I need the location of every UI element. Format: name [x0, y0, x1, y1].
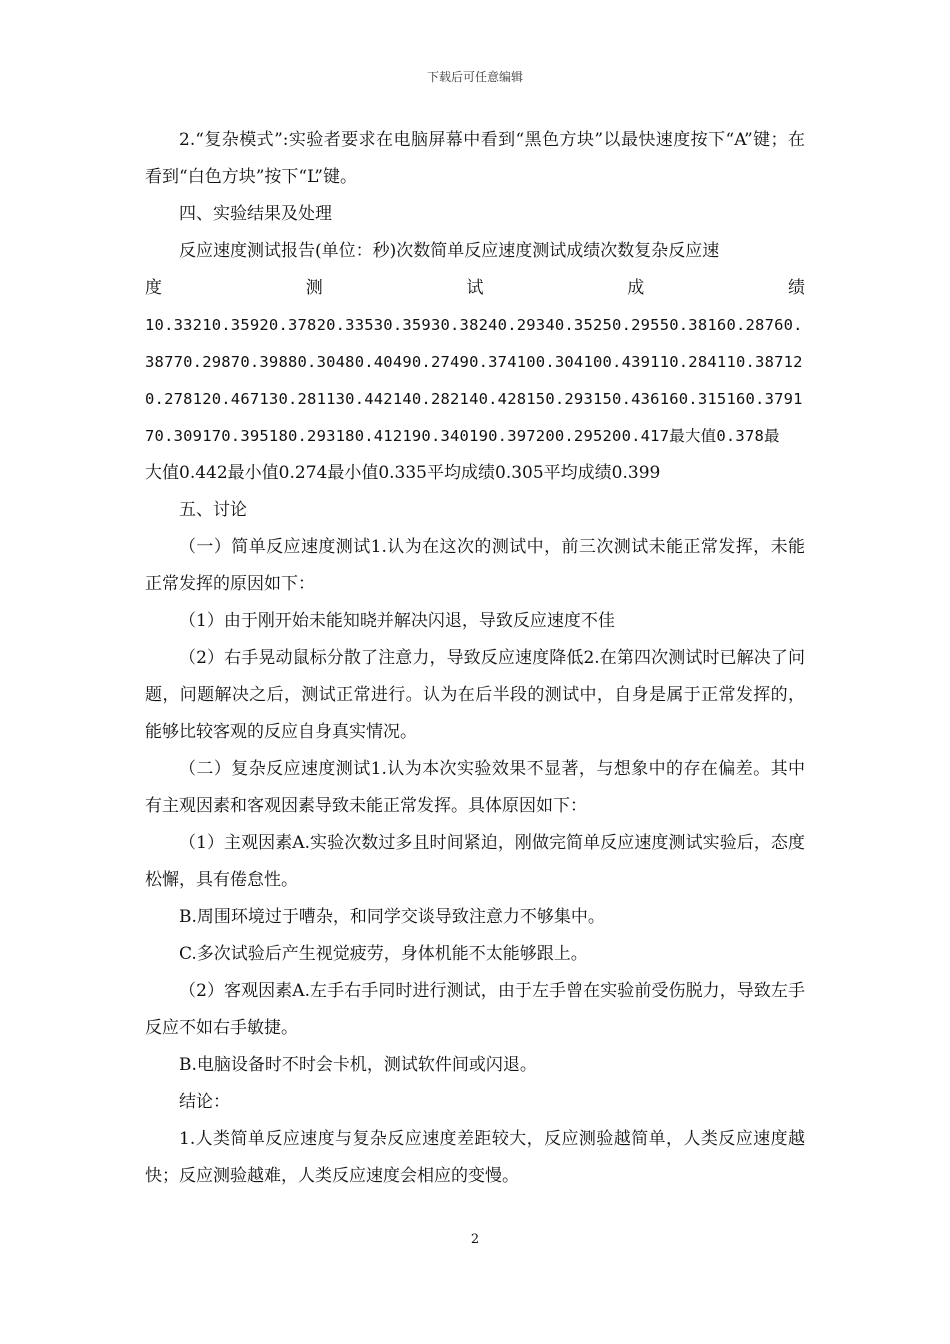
conclusion-heading: 结论： — [179, 1092, 230, 1112]
paragraph-subjective-a: （1）主观因素A.实验次数过多且时间紧迫，刚做完简单反应速度测试实验后，态度松懈，具有倦怠性。 — [145, 833, 805, 890]
paragraph-subjective-b: B.周围环境过于嘈杂，和同学交谈导致注意力不够集中。 — [179, 907, 605, 927]
paragraph-objective-b: B.电脑设备时不时会卡机，测试软件间或闪退。 — [179, 1055, 537, 1075]
data-line: 大值0.442最小值0.274最小值0.335平均成绩0.305平均成绩0.399 — [145, 463, 661, 483]
document-body — [145, 122, 805, 1195]
data-line: 38770.29870.39880.30480.40490.27490.374100.304100.439110.284110.38712 — [145, 353, 803, 371]
spread-char: 试 — [466, 278, 484, 298]
paragraph-report-title: 反应速度测试报告(单位：秒)次数简单反应速度测试成绩次数复杂反应速 — [179, 241, 720, 261]
spread-text-line — [145, 270, 805, 307]
section-heading-results: 四、实验结果及处理 — [179, 204, 332, 224]
paragraph-subjective-c: C.多次试验后产生视觉疲劳，身体机能不太能够跟上。 — [179, 944, 588, 964]
spread-char: 绩 — [788, 278, 805, 298]
page-header: 下载后可任意编辑 — [426, 70, 523, 84]
section-heading-discussion: 五、讨论 — [179, 500, 247, 520]
spread-char: 成 — [627, 278, 645, 298]
data-line: 0.278120.467130.281130.442140.282140.428150.293150.436160.315160.3791 — [145, 390, 803, 408]
data-line: 10.33210.35920.37820.33530.35930.38240.29340.35250.29550.38160.28760. — [145, 316, 803, 334]
paragraph-conclusion-1: 1.人类简单反应速度与复杂反应速度差距较大，反应测验越简单，人类反应速度越快；反应测验越难，人类反应速度会相应的变慢。 — [145, 1129, 805, 1186]
data-line: 70.309170.395180.293180.412190.340190.397200.295200.417最大值0.378最 — [145, 427, 780, 445]
paragraph-objective-a: （2）客观因素A.左手右手同时进行测试，由于左手曾在实验前受伤脱力，导致左手反应不如右手敏捷。 — [145, 981, 805, 1038]
paragraph-simple-reason-2: （2）右手晃动鼠标分散了注意力，导致反应速度降低2.在第四次测试时已解决了问题，问题解决之后，测试正常进行。认为在后半段的测试中，自身是属于正常发挥的，能够比较客观的反应自身真实情况。 — [145, 648, 805, 742]
spread-char: 度 — [145, 278, 162, 298]
page-number: 2 — [470, 1232, 480, 1247]
spread-char: 测 — [305, 278, 323, 298]
paragraph-simple-reason-1: （1）由于刚开始未能知晓并解决闪退，导致反应速度不佳 — [179, 611, 615, 631]
paragraph-complex-test: （二）复杂反应速度测试1.认为本次实验效果不显著，与想象中的存在偏差。其中有主观因素和客观因素导致未能正常发挥。具体原因如下： — [145, 759, 805, 816]
paragraph-complex-mode: 2.“复杂模式”:实验者要求在电脑屏幕中看到“黑色方块”以最快速度按下“A”键；在看到“白色方块”按下“L”键。 — [145, 130, 805, 187]
paragraph-simple-test: （一）简单反应速度测试1.认为在这次的测试中，前三次测试未能正常发挥，未能正常发挥的原因如下： — [145, 537, 805, 594]
